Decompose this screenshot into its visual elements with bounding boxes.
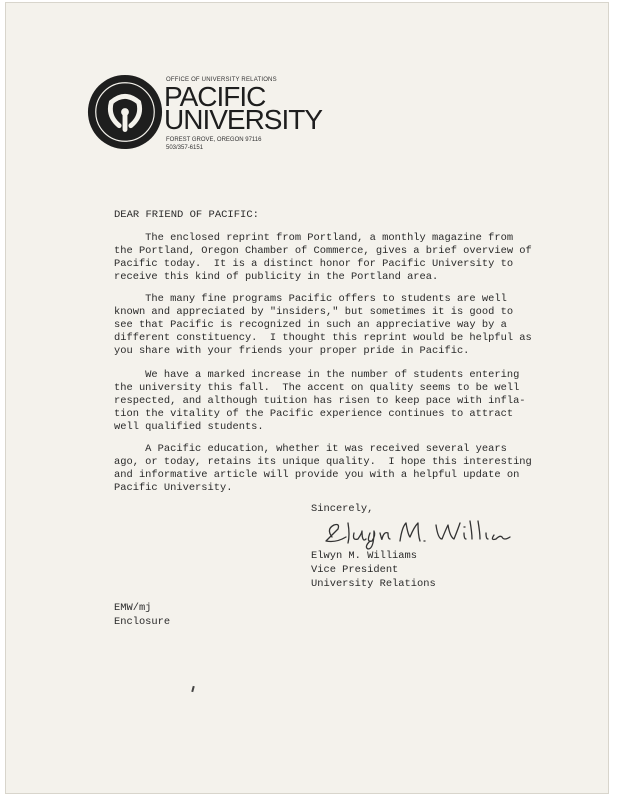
- handwritten-signature: [318, 515, 518, 551]
- signer-name: Elwyn M. Williams: [311, 550, 418, 562]
- letterhead-name-line1: PACIFIC: [164, 81, 266, 112]
- reference-initials-block: [114, 601, 170, 629]
- letterhead-name-line2: UNIVERSITY: [164, 104, 323, 135]
- paragraph-3: [114, 369, 534, 434]
- letterhead-address-line1: FOREST GROVE, OREGON 97116: [166, 137, 262, 143]
- paragraph-line: A Pacific education, whether it was received several years: [114, 443, 507, 455]
- signer-title: Vice President: [311, 564, 399, 576]
- letterhead-office: OFFICE OF UNIVERSITY RELATIONS: [166, 77, 277, 83]
- paragraph-1: [114, 232, 534, 284]
- paragraph-line: tion the vitality of the Pacific experience continues to attract: [114, 408, 514, 420]
- letterhead-university-name: [164, 81, 323, 135]
- paragraph-line: ago, or today, retains its unique quality. I hope this interesting: [114, 456, 532, 468]
- letter-page: [6, 3, 608, 793]
- paragraph-line: Pacific University.: [114, 482, 233, 494]
- enclosure-note: Enclosure: [114, 616, 171, 628]
- paragraph-line: The many fine programs Pacific offers to students are well: [114, 293, 507, 305]
- paragraph-line: see that Pacific is recognized in such an appreciative way by a: [114, 319, 507, 331]
- paragraph-line: Pacific today. It is a distinct honor for Pacific University to: [114, 258, 514, 270]
- paper-speck: [191, 686, 194, 692]
- paragraph-line: the university this fall. The accent on quality seems to be well: [114, 382, 520, 394]
- reference-initials: EMW/mj: [114, 602, 152, 614]
- paragraph-line: receive this kind of publicity in the Portland area.: [114, 271, 439, 283]
- paragraph-line: respected, and although tuition has risen to keep pace with infla-: [114, 395, 526, 407]
- signature-block: [311, 549, 436, 591]
- paragraph-line: known and appreciated by "insiders," but sometimes it is good to: [114, 306, 514, 318]
- paragraph-line: and informative article will provide you with a helpful update on: [114, 469, 520, 481]
- paragraph-line: well qualified students.: [114, 421, 264, 433]
- closing: Sincerely,: [311, 503, 374, 515]
- paragraph-line: the Portland, Oregon Chamber of Commerce, gives a brief overview of: [114, 245, 532, 257]
- paragraph-line: We have a marked increase in the number of students entering: [114, 369, 520, 381]
- letterhead-phone: 503/357-6151: [166, 145, 204, 151]
- salutation: DEAR FRIEND OF PACIFIC:: [114, 209, 259, 221]
- paragraph-4: [114, 443, 534, 495]
- paragraph-line: The enclosed reprint from Portland, a monthly magazine from: [114, 232, 514, 244]
- pacific-university-logo-icon: [86, 73, 164, 151]
- signer-department: University Relations: [311, 578, 436, 590]
- paragraph-line: different constituency. I thought this reprint would be helpful as: [114, 332, 532, 344]
- paragraph-2: [114, 293, 534, 358]
- paragraph-line: you share with your friends your proper pride in Pacific.: [114, 345, 470, 357]
- letterhead-address: [166, 136, 261, 152]
